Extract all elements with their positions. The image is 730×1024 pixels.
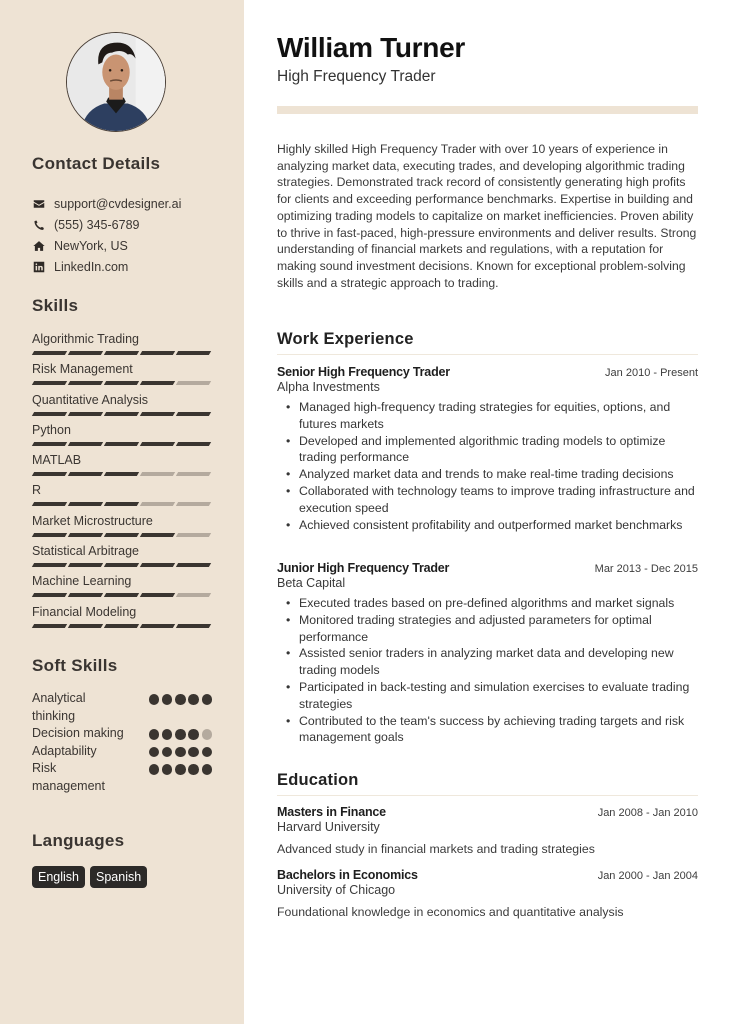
rating-dot-icon (175, 764, 186, 775)
contact-linkedin-text: LinkedIn.com (54, 259, 129, 274)
contact-location (32, 235, 181, 256)
skill-level-segment (68, 624, 103, 628)
profile-photo-icon (67, 33, 165, 131)
skill-item (32, 543, 212, 573)
education-dates: Jan 2000 - Jan 2004 (597, 870, 698, 882)
rating-dot-icon (162, 729, 173, 740)
job-company: Alpha Investments (277, 380, 380, 394)
job-bullet: • Developed and implemented algorithmic trading models to optimize trading performance (299, 433, 698, 467)
language-badge: English (32, 866, 85, 888)
skill-level-bar (32, 351, 212, 355)
rating-dot-icon (149, 747, 160, 758)
soft-skill-rating (149, 694, 212, 705)
soft-skill-rating (149, 764, 212, 775)
skill-level-bar (32, 502, 212, 506)
skill-level-segment (140, 351, 175, 355)
job-bullet: • Executed trades based on pre-defined algorithms and market signals (299, 595, 698, 612)
skill-level-segment (104, 442, 139, 446)
contact-linkedin[interactable] (32, 256, 181, 277)
skill-level-segment (104, 593, 139, 597)
home-icon (32, 239, 46, 253)
soft-skills-list (32, 690, 212, 795)
education-entry (277, 868, 698, 919)
skill-level-segment (140, 381, 175, 385)
job-bullet: • Analyzed market data and trends to make real-time trading decisions (299, 466, 698, 483)
skill-level-segment (32, 351, 67, 355)
language-badge: Spanish (90, 866, 147, 888)
skill-level-segment (32, 442, 67, 446)
skill-item (32, 573, 212, 603)
degree-title: Bachelors in Economics (277, 868, 418, 882)
summary-text: Highly skilled High Frequency Trader with over 10 years of experience in analyzing market data, executing trades, and developing algorithmic trading strategies. Demonstrated track record of consistently generating high profits for clients and exceeding performance benchmarks. Expertise in building and optimizing trading models to capitalize on market inefficiencies. Proven ability to thrive in fast-paced, high-pressure environments and deliver results. Strong understanding of financial markets and regulations, with a reputation for making sound investment decisions. Known for exceptional problem-solving skills and a strategic approach to trading. (277, 142, 697, 290)
job-entry (277, 365, 698, 533)
skill-item (32, 482, 212, 512)
education-heading: Education (277, 771, 359, 789)
soft-skill-name: Risk management (32, 761, 105, 793)
skill-level-segment (176, 624, 211, 628)
languages-heading: Languages (32, 831, 125, 850)
candidate-name: William Turner (277, 32, 465, 63)
rating-dot-icon (175, 747, 186, 758)
profile-photo (66, 32, 166, 132)
skill-level-bar (32, 593, 212, 597)
skill-level-segment (32, 593, 67, 597)
skill-level-segment (140, 502, 175, 506)
skill-level-segment (104, 381, 139, 385)
languages-list (32, 866, 147, 888)
rating-dot-icon (188, 729, 199, 740)
skill-name: Machine Learning (32, 574, 132, 589)
rating-dot-icon (162, 747, 173, 758)
skill-level-segment (68, 593, 103, 597)
skill-name: R (32, 483, 42, 498)
contact-location-text: NewYork, US (54, 238, 128, 253)
skill-level-segment (176, 593, 211, 597)
skills-heading: Skills (32, 296, 79, 315)
candidate-title: High Frequency Trader (277, 68, 436, 85)
skill-item (32, 452, 212, 482)
skill-level-segment (104, 624, 139, 628)
job-title: Senior High Frequency Trader (277, 365, 450, 379)
soft-skill-name: Analytical thinking (32, 691, 86, 723)
job-bullet: • Achieved consistent profitability and outperformed market benchmarks (299, 517, 698, 534)
skill-level-segment (104, 563, 139, 567)
skill-level-segment (104, 472, 139, 476)
degree-title: Masters in Finance (277, 805, 386, 819)
skill-item (32, 392, 212, 422)
rating-dot-icon (202, 694, 213, 705)
skill-level-segment (140, 442, 175, 446)
skill-level-bar (32, 563, 212, 567)
skill-name: Python (32, 422, 71, 437)
skill-level-segment (176, 381, 211, 385)
skill-level-segment (68, 351, 103, 355)
contact-heading: Contact Details (32, 154, 161, 173)
skill-level-segment (140, 533, 175, 537)
skill-level-segment (176, 533, 211, 537)
job-bullet: • Assisted senior traders in analyzing market data and developing new trading models (299, 645, 698, 679)
rating-dot-icon (162, 764, 173, 775)
job-company: Beta Capital (277, 576, 346, 590)
rating-dot-icon (149, 694, 160, 705)
job-entry (277, 561, 698, 746)
skill-level-segment (68, 563, 103, 567)
skill-item (32, 604, 212, 634)
envelope-icon (32, 197, 46, 211)
contact-list (32, 193, 181, 277)
skill-level-segment (140, 593, 175, 597)
skill-level-segment (32, 472, 67, 476)
work-heading: Work Experience (277, 330, 414, 348)
skill-name: Algorithmic Trading (32, 332, 139, 346)
skill-item (32, 422, 212, 452)
skill-name: Risk Management (32, 362, 133, 377)
skill-level-bar (32, 533, 212, 537)
soft-skill-rating (149, 747, 212, 758)
skill-level-bar (32, 624, 212, 628)
rating-dot-icon (175, 694, 186, 705)
work-divider (277, 354, 698, 355)
skill-level-segment (68, 442, 103, 446)
skills-list (32, 331, 212, 634)
rating-dot-icon (162, 694, 173, 705)
rating-dot-icon (188, 764, 199, 775)
rating-dot-icon (202, 729, 213, 740)
phone-icon (32, 218, 46, 232)
soft-skill-name: Adaptability (32, 743, 97, 758)
skill-level-segment (68, 412, 103, 416)
soft-skill-item (32, 725, 212, 743)
soft-skills-heading: Soft Skills (32, 656, 118, 675)
skill-item (32, 331, 212, 361)
sidebar (0, 0, 244, 1024)
skill-level-segment (68, 502, 103, 506)
education-divider (277, 795, 698, 796)
skill-level-segment (176, 351, 211, 355)
header-divider (277, 106, 698, 114)
skill-level-segment (104, 412, 139, 416)
skill-level-segment (68, 381, 103, 385)
soft-skill-item (32, 690, 212, 725)
contact-email[interactable] (32, 193, 181, 214)
education-dates: Jan 2008 - Jan 2010 (597, 807, 698, 819)
skill-name: Statistical Arbitrage (32, 544, 139, 559)
job-bullets (277, 399, 698, 533)
contact-email-text: support@cvdesigner.ai (54, 196, 182, 211)
skill-level-segment (32, 381, 67, 385)
skill-name: Market Microstructure (32, 513, 153, 528)
skill-level-segment (32, 533, 67, 537)
rating-dot-icon (175, 729, 186, 740)
job-bullet: • Monitored trading strategies and adjusted parameters for optimal performance (299, 612, 698, 646)
rating-dot-icon (202, 747, 213, 758)
job-bullet: • Contributed to the team's success by achieving trading targets and risk management goals (299, 713, 698, 747)
school-name: University of Chicago (277, 883, 396, 897)
skill-item (32, 513, 212, 543)
soft-skill-item (32, 760, 212, 795)
contact-phone-text: (555) 345-6789 (54, 217, 140, 232)
soft-skill-item (32, 743, 212, 761)
skill-level-segment (140, 472, 175, 476)
rating-dot-icon (149, 764, 160, 775)
skill-name: Quantitative Analysis (32, 392, 149, 407)
job-bullet: • Collaborated with technology teams to improve trading infrastructure and execution speed (299, 483, 698, 517)
contact-phone[interactable] (32, 214, 181, 235)
job-bullet: • Managed high-frequency trading strategies for equities, options, and futures markets (299, 399, 698, 433)
skill-level-bar (32, 442, 212, 446)
skill-level-bar (32, 381, 212, 385)
skill-level-segment (32, 624, 67, 628)
skill-level-segment (104, 351, 139, 355)
skill-level-segment (140, 563, 175, 567)
soft-skill-name: Decision making (32, 726, 124, 740)
skill-level-segment (176, 442, 211, 446)
skill-name: MATLAB (32, 453, 82, 468)
job-bullet: • Participated in back-testing and simulation exercises to evaluate trading strategies (299, 679, 698, 713)
linkedin-icon (32, 260, 46, 274)
skill-level-segment (176, 563, 211, 567)
education-description: Foundational knowledge in economics and quantitative analysis (277, 905, 624, 919)
job-dates: Mar 2013 - Dec 2015 (594, 563, 698, 575)
skill-name: Financial Modeling (32, 604, 137, 619)
job-title: Junior High Frequency Trader (277, 561, 450, 575)
job-dates: Jan 2010 - Present (605, 367, 698, 379)
skill-level-segment (32, 502, 67, 506)
job-bullets (277, 595, 698, 746)
skill-item (32, 361, 212, 391)
rating-dot-icon (188, 694, 199, 705)
skill-level-segment (68, 533, 103, 537)
rating-dot-icon (188, 747, 199, 758)
skill-level-segment (176, 412, 211, 416)
skill-level-segment (32, 563, 67, 567)
school-name: Harvard University (277, 820, 380, 834)
skill-level-segment (68, 472, 103, 476)
skill-level-segment (176, 472, 211, 476)
skill-level-segment (140, 624, 175, 628)
education-description: Advanced study in financial markets and trading strategies (277, 842, 595, 856)
skill-level-segment (140, 412, 175, 416)
skill-level-bar (32, 472, 212, 476)
skill-level-segment (32, 412, 67, 416)
rating-dot-icon (202, 764, 213, 775)
skill-level-segment (176, 502, 211, 506)
skill-level-segment (104, 533, 139, 537)
skill-level-bar (32, 412, 212, 416)
skill-level-segment (104, 502, 139, 506)
rating-dot-icon (149, 729, 160, 740)
education-entry (277, 805, 698, 856)
soft-skill-rating (149, 729, 212, 740)
